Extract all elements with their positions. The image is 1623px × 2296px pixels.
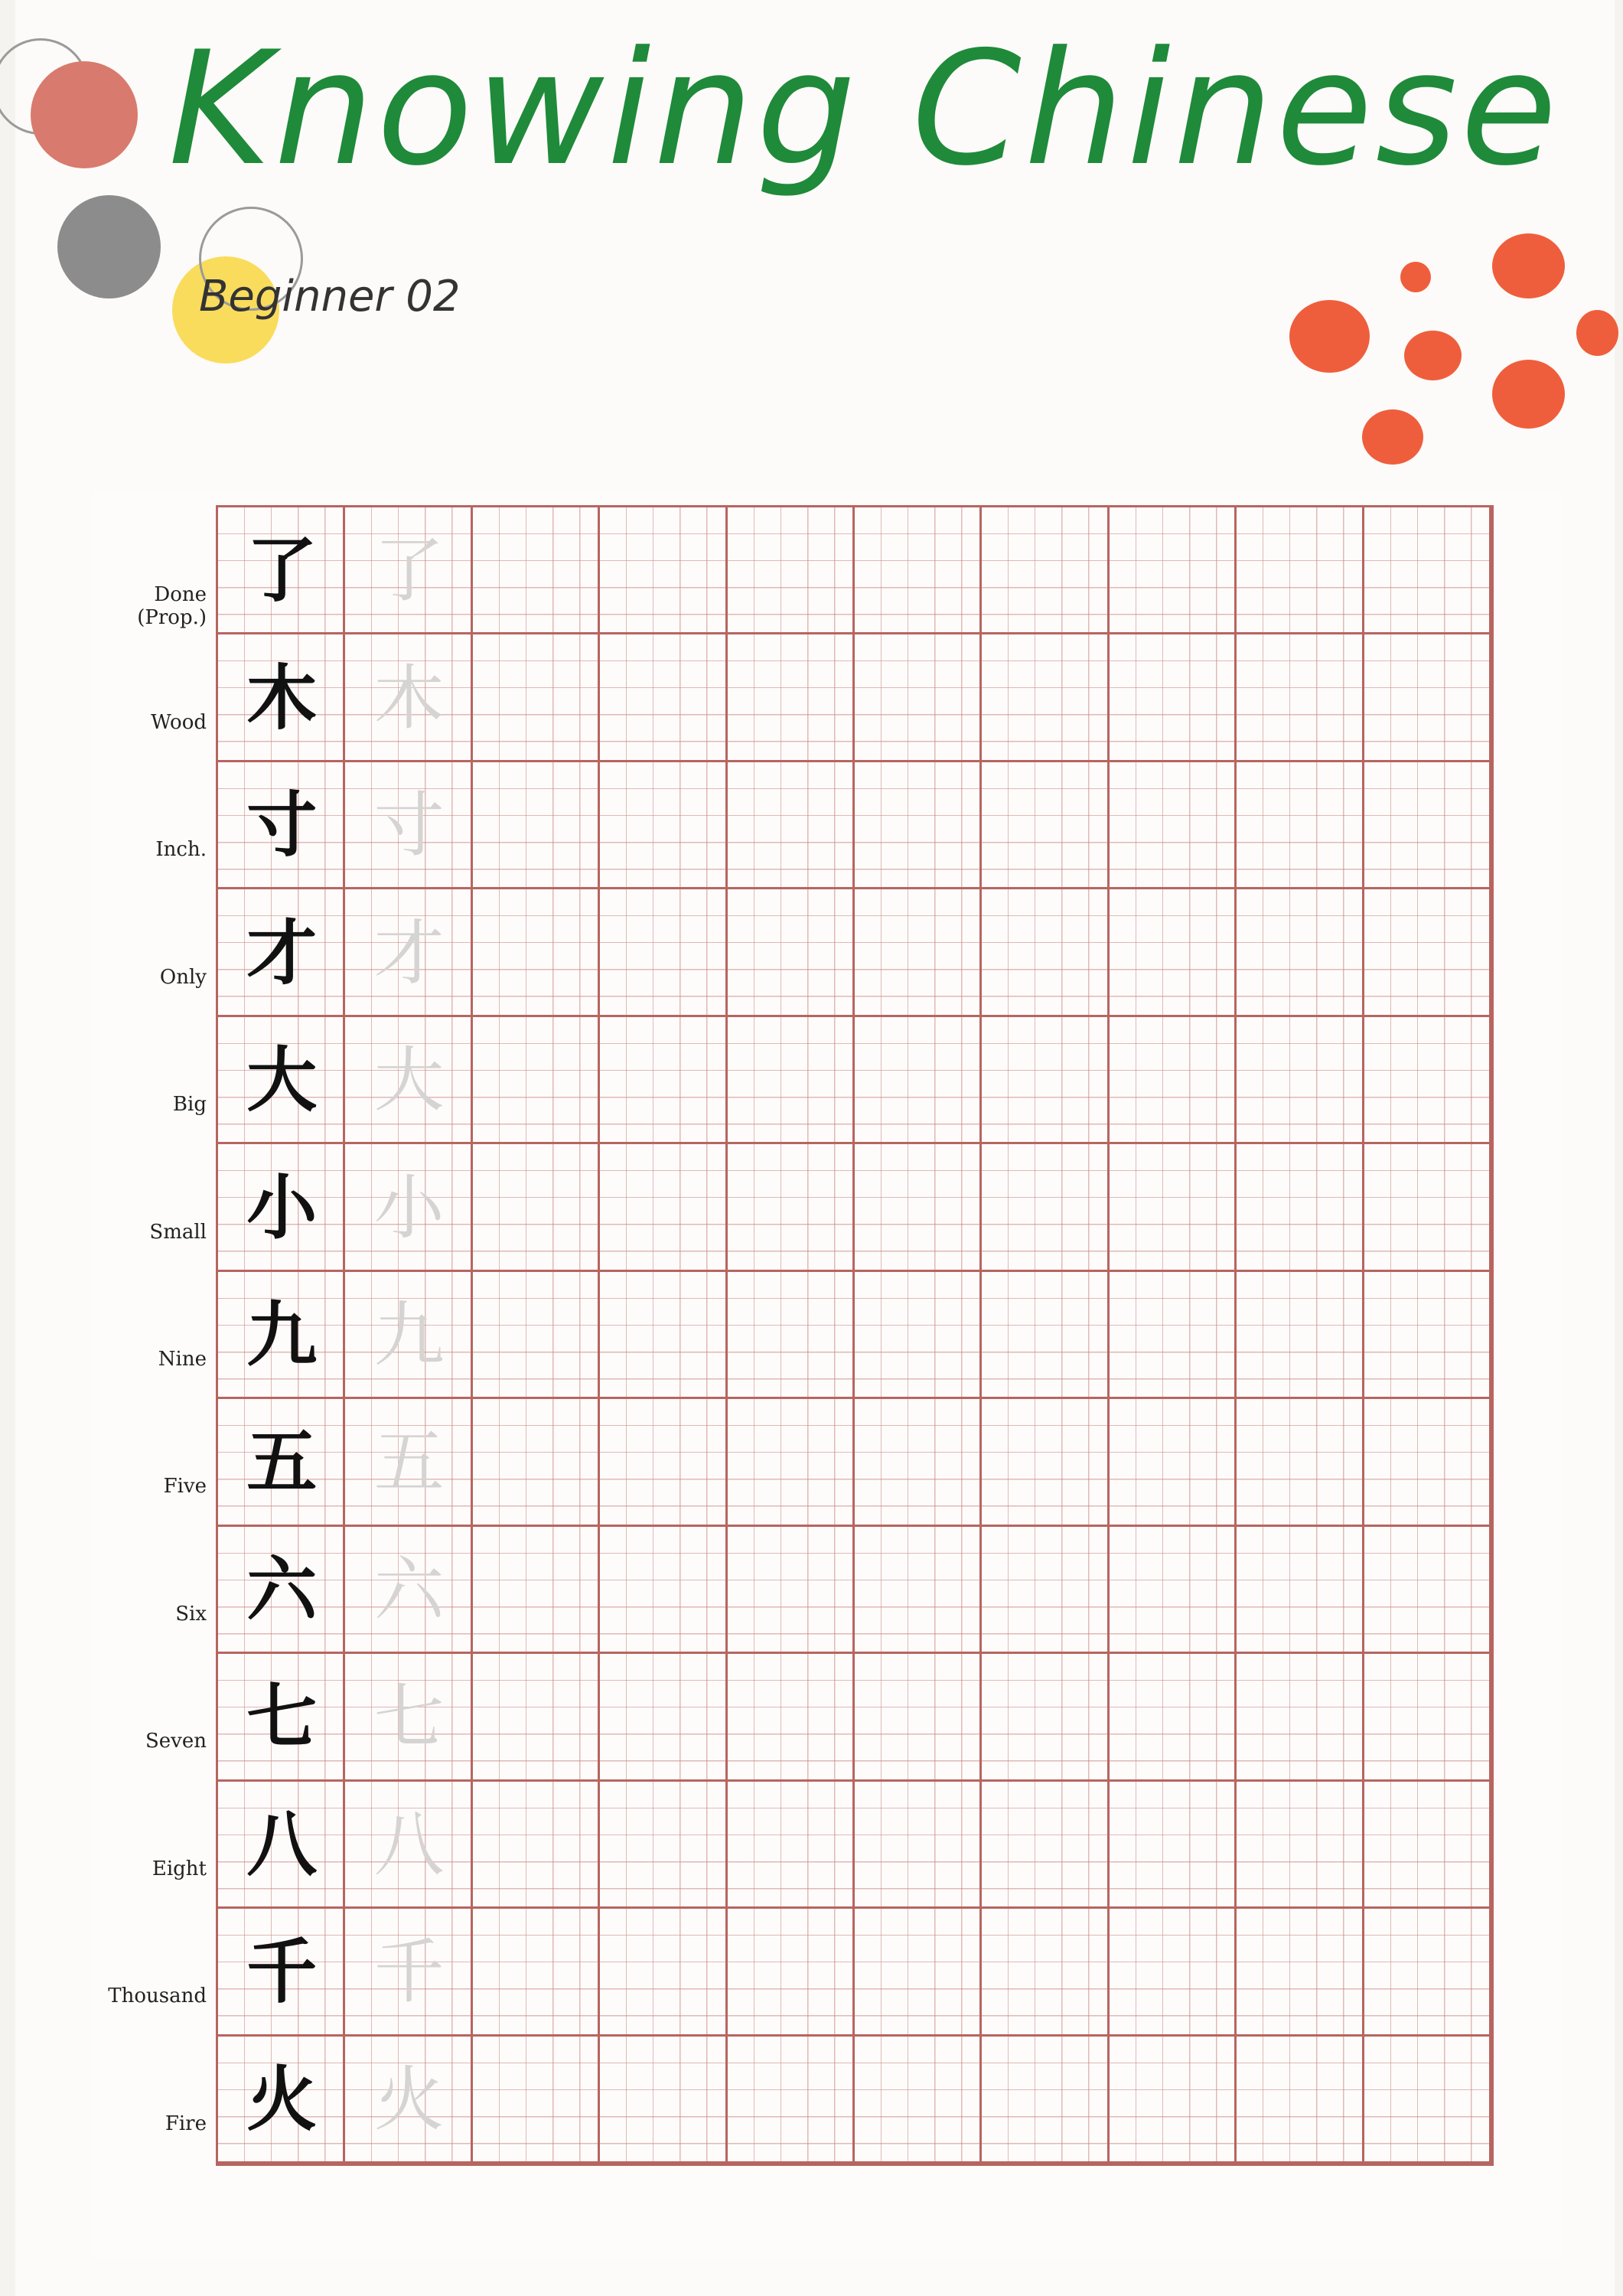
trace-character-cell — [345, 1144, 472, 1271]
trace-character: 寸 — [373, 784, 445, 867]
practice-cell[interactable] — [1364, 1527, 1491, 1654]
model-character-cell — [218, 1017, 345, 1144]
practice-cell[interactable] — [982, 1017, 1109, 1144]
practice-cell[interactable] — [1110, 1399, 1237, 1526]
practice-cell[interactable] — [600, 762, 727, 889]
practice-cell[interactable] — [600, 1144, 727, 1271]
practice-cell[interactable] — [728, 1654, 855, 1781]
trace-character-cell — [345, 1909, 472, 2036]
practice-cell[interactable] — [855, 1654, 982, 1781]
practice-cell[interactable] — [982, 1272, 1109, 1399]
practice-cell[interactable] — [600, 889, 727, 1016]
row-label: Seven — [145, 1730, 207, 1753]
row-label: Done (Prop.) — [137, 583, 207, 630]
practice-cell[interactable] — [728, 1527, 855, 1654]
practice-cell[interactable] — [1110, 1782, 1237, 1909]
practice-cell[interactable] — [473, 634, 600, 762]
model-character-cell — [218, 1399, 345, 1526]
practice-cell[interactable] — [728, 1909, 855, 2036]
model-character-cell — [218, 1527, 345, 1654]
practice-cell[interactable] — [1110, 1017, 1237, 1144]
practice-cell[interactable] — [982, 762, 1109, 889]
trace-character: 木 — [373, 657, 445, 739]
trace-character: 了 — [373, 530, 445, 612]
model-character-cell — [218, 634, 345, 762]
trace-character: 九 — [373, 1293, 445, 1376]
practice-cell[interactable] — [982, 889, 1109, 1016]
trace-character-cell — [345, 507, 472, 634]
model-character-cell — [218, 2037, 345, 2164]
practice-cell[interactable] — [473, 1272, 600, 1399]
model-character-cell — [218, 1654, 345, 1781]
practice-cell[interactable] — [473, 1527, 600, 1654]
practice-cell[interactable] — [600, 1399, 727, 1526]
practice-cell[interactable] — [982, 1654, 1109, 1781]
practice-cell[interactable] — [855, 1017, 982, 1144]
trace-character-cell — [345, 634, 472, 762]
practice-cell[interactable] — [1237, 1654, 1364, 1781]
model-character-cell — [218, 762, 345, 889]
model-character: 火 — [246, 2058, 318, 2141]
model-character-cell — [218, 1909, 345, 2036]
practice-cell[interactable] — [728, 634, 855, 762]
practice-cell[interactable] — [600, 1527, 727, 1654]
row-labels — [92, 505, 207, 2166]
practice-cell[interactable] — [855, 762, 982, 889]
decorative-dot — [1362, 409, 1423, 465]
row-label: Eight — [152, 1857, 207, 1880]
practice-cell[interactable] — [1237, 889, 1364, 1016]
model-character-cell — [218, 1272, 345, 1399]
trace-character-cell — [345, 1782, 472, 1909]
practice-cell[interactable] — [600, 1782, 727, 1909]
practice-grid — [216, 505, 1494, 2166]
practice-cell[interactable] — [728, 1272, 855, 1399]
row-label: Thousand — [108, 1985, 207, 2008]
page-subtitle: Beginner 02 — [199, 272, 461, 321]
practice-cell[interactable] — [600, 2037, 727, 2164]
practice-cell[interactable] — [982, 634, 1109, 762]
decorative-dot — [1576, 310, 1618, 356]
practice-cell[interactable] — [1364, 2037, 1491, 2164]
practice-cell[interactable] — [1364, 762, 1491, 889]
trace-character: 大 — [373, 1039, 445, 1122]
practice-cell[interactable] — [1364, 1017, 1491, 1144]
decorative-dot — [1400, 262, 1431, 292]
practice-cell[interactable] — [473, 889, 600, 1016]
row-label: Wood — [151, 710, 207, 734]
practice-cell[interactable] — [473, 2037, 600, 2164]
row-label: Big — [172, 1093, 207, 1117]
practice-cell[interactable] — [728, 1144, 855, 1271]
model-character-cell — [218, 1144, 345, 1271]
trace-character: 才 — [373, 912, 445, 994]
practice-cell[interactable] — [728, 1399, 855, 1526]
practice-cell[interactable] — [1364, 634, 1491, 762]
practice-cell[interactable] — [1110, 507, 1237, 634]
trace-character: 七 — [373, 1676, 445, 1759]
model-character: 六 — [246, 1548, 318, 1631]
model-character: 大 — [246, 1039, 318, 1122]
practice-cell[interactable] — [982, 507, 1109, 634]
practice-cell[interactable] — [982, 1909, 1109, 2036]
page-title: Knowing Chinese — [168, 18, 1560, 201]
practice-cell[interactable] — [473, 762, 600, 889]
practice-cell[interactable] — [600, 1909, 727, 2036]
trace-character: 小 — [373, 1166, 445, 1249]
decorative-dot — [1404, 331, 1462, 380]
decorative-dot — [1492, 360, 1565, 429]
trace-character-cell — [345, 1399, 472, 1526]
trace-character: 火 — [373, 2058, 445, 2141]
trace-character: 八 — [373, 1803, 445, 1886]
trace-character-cell — [345, 1654, 472, 1781]
practice-cell[interactable] — [1237, 1527, 1364, 1654]
practice-cell[interactable] — [1110, 1654, 1237, 1781]
practice-cell[interactable] — [1110, 1527, 1237, 1654]
practice-cell[interactable] — [1237, 1782, 1364, 1909]
practice-cell[interactable] — [1237, 507, 1364, 634]
practice-cell[interactable] — [600, 634, 727, 762]
model-character: 千 — [246, 1931, 318, 2014]
practice-cell[interactable] — [982, 1144, 1109, 1271]
model-character: 八 — [246, 1803, 318, 1886]
practice-cell[interactable] — [982, 1527, 1109, 1654]
worksheet-page — [15, 0, 1615, 2296]
practice-cell[interactable] — [1364, 1399, 1491, 1526]
trace-character: 千 — [373, 1931, 445, 2014]
practice-cell[interactable] — [1110, 1144, 1237, 1271]
trace-character-cell — [345, 1017, 472, 1144]
model-character: 七 — [246, 1676, 318, 1759]
practice-cell[interactable] — [1237, 1909, 1364, 2036]
decorative-dot — [1289, 300, 1370, 373]
model-character: 才 — [246, 912, 318, 994]
practice-cell[interactable] — [600, 1654, 727, 1781]
practice-cell[interactable] — [473, 1654, 600, 1781]
practice-cell[interactable] — [1364, 507, 1491, 634]
row-label: Nine — [158, 1347, 207, 1371]
row-label: Small — [149, 1220, 207, 1244]
practice-cell[interactable] — [1237, 762, 1364, 889]
decorative-circle-salmon — [31, 61, 138, 168]
trace-character-cell — [345, 2037, 472, 2164]
practice-cell[interactable] — [982, 2037, 1109, 2164]
practice-cell[interactable] — [728, 507, 855, 634]
practice-cell[interactable] — [473, 1909, 600, 2036]
practice-cell[interactable] — [1237, 1144, 1364, 1271]
practice-cell[interactable] — [1110, 1272, 1237, 1399]
practice-cell[interactable] — [1237, 1017, 1364, 1144]
model-character: 九 — [246, 1293, 318, 1376]
practice-cell[interactable] — [982, 1782, 1109, 1909]
practice-cell[interactable] — [855, 1272, 982, 1399]
practice-cell[interactable] — [982, 1399, 1109, 1526]
model-character: 寸 — [246, 784, 318, 867]
model-character-cell — [218, 1782, 345, 1909]
practice-cell[interactable] — [473, 507, 600, 634]
practice-cell[interactable] — [1364, 1654, 1491, 1781]
row-label: Only — [159, 965, 207, 989]
model-character: 了 — [246, 530, 318, 612]
practice-cell[interactable] — [1110, 1909, 1237, 2036]
decorative-dot — [1492, 233, 1565, 298]
trace-character: 五 — [373, 1421, 445, 1504]
practice-cell[interactable] — [855, 1399, 982, 1526]
practice-cell[interactable] — [855, 1909, 982, 2036]
trace-character-cell — [345, 889, 472, 1016]
model-character: 五 — [246, 1421, 318, 1504]
practice-cell[interactable] — [473, 1144, 600, 1271]
practice-cell[interactable] — [1110, 634, 1237, 762]
practice-cell[interactable] — [1237, 1399, 1364, 1526]
practice-cell[interactable] — [855, 2037, 982, 2164]
trace-character-cell — [345, 762, 472, 889]
row-label: Fire — [165, 2112, 207, 2135]
practice-cell[interactable] — [1237, 634, 1364, 762]
practice-cell[interactable] — [473, 1017, 600, 1144]
practice-cell[interactable] — [473, 1399, 600, 1526]
practice-cell[interactable] — [728, 2037, 855, 2164]
practice-cell[interactable] — [600, 1272, 727, 1399]
practice-cell[interactable] — [728, 1782, 855, 1909]
trace-character: 六 — [373, 1548, 445, 1631]
practice-cell[interactable] — [600, 1017, 727, 1144]
practice-cell[interactable] — [1110, 889, 1237, 1016]
row-label: Inch. — [155, 838, 207, 862]
model-character: 小 — [246, 1166, 318, 1249]
practice-cell[interactable] — [1237, 2037, 1364, 2164]
practice-cell[interactable] — [855, 634, 982, 762]
model-character-cell — [218, 889, 345, 1016]
row-label: Six — [175, 1602, 207, 1626]
practice-cell[interactable] — [855, 1527, 982, 1654]
practice-cell[interactable] — [473, 1782, 600, 1909]
trace-character-cell — [345, 1527, 472, 1654]
practice-cell[interactable] — [1364, 1144, 1491, 1271]
practice-cell[interactable] — [1364, 889, 1491, 1016]
practice-sheet — [92, 490, 1561, 2258]
practice-cell[interactable] — [1110, 2037, 1237, 2164]
practice-cell[interactable] — [1110, 762, 1237, 889]
practice-cell[interactable] — [855, 1144, 982, 1271]
practice-cell[interactable] — [855, 889, 982, 1016]
practice-cell[interactable] — [728, 762, 855, 889]
model-character: 木 — [246, 657, 318, 739]
decorative-circle-gray — [57, 195, 161, 298]
practice-cell[interactable] — [855, 507, 982, 634]
practice-cell[interactable] — [1237, 1272, 1364, 1399]
practice-cell[interactable] — [600, 507, 727, 634]
practice-cell[interactable] — [728, 889, 855, 1016]
trace-character-cell — [345, 1272, 472, 1399]
model-character-cell — [218, 507, 345, 634]
practice-cell[interactable] — [728, 1017, 855, 1144]
practice-cell[interactable] — [855, 1782, 982, 1909]
practice-cell[interactable] — [1364, 1909, 1491, 2036]
row-label: Five — [163, 1475, 207, 1499]
practice-cell[interactable] — [1364, 1782, 1491, 1909]
practice-cell[interactable] — [1364, 1272, 1491, 1399]
